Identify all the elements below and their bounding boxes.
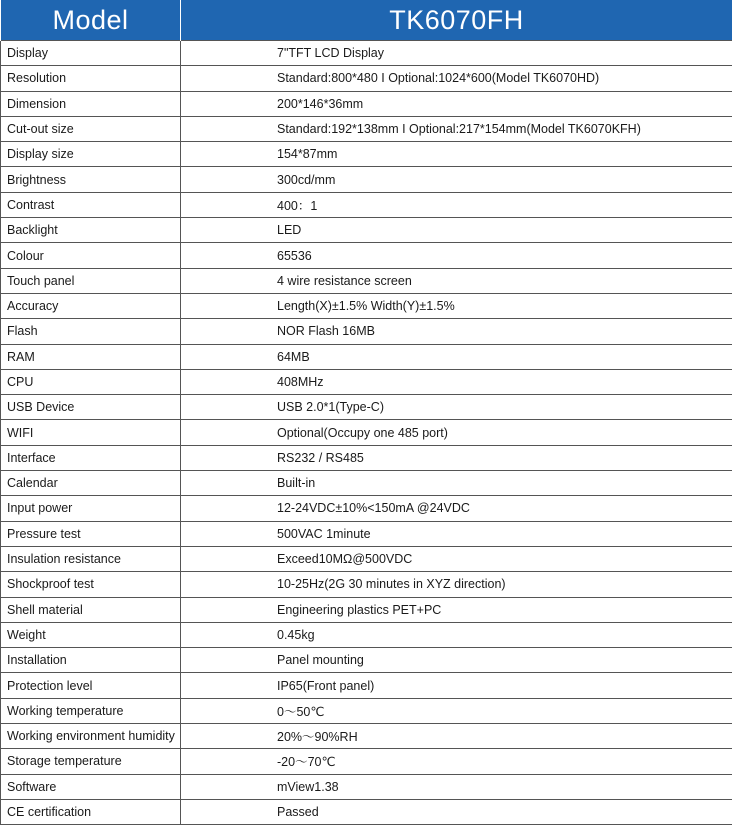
spec-value: Panel mounting: [181, 648, 732, 673]
spec-label: Insulation resistance: [1, 546, 181, 571]
table-row: [1, 268, 732, 293]
table-row: [1, 420, 732, 445]
table-row: [1, 724, 732, 749]
table-row: [1, 41, 732, 66]
spec-value: Standard:192*138mm I Optional:217*154mm(Model TK6070KFH): [181, 116, 732, 141]
spec-label: Shell material: [1, 597, 181, 622]
spec-value: 0.45kg: [181, 622, 732, 647]
table-row: [1, 445, 732, 470]
spec-value: 500VAC 1minute: [181, 521, 732, 546]
spec-label: Display: [1, 41, 181, 66]
spec-label: Contrast: [1, 192, 181, 217]
table-row: [1, 91, 732, 116]
spec-value: Optional(Occupy one 485 port): [181, 420, 732, 445]
spec-label: Shockproof test: [1, 572, 181, 597]
spec-value: 400：1: [181, 192, 732, 217]
table-row: [1, 698, 732, 723]
table-row: [1, 597, 732, 622]
spec-value: IP65(Front panel): [181, 673, 732, 698]
spec-value: Length(X)±1.5% Width(Y)±1.5%: [181, 293, 732, 318]
spec-label: Dimension: [1, 91, 181, 116]
spec-value: RS232 / RS485: [181, 445, 732, 470]
spec-value: NOR Flash 16MB: [181, 319, 732, 344]
spec-value: 12-24VDC±10%<150mA @24VDC: [181, 496, 732, 521]
spec-value: 4 wire resistance screen: [181, 268, 732, 293]
spec-label: Pressure test: [1, 521, 181, 546]
spec-value: Passed: [181, 799, 732, 824]
spec-label: Storage temperature: [1, 749, 181, 774]
spec-value: 7"TFT LCD Display: [181, 41, 732, 66]
spec-body: [1, 41, 732, 825]
spec-value: 300cd/mm: [181, 167, 732, 192]
table-row: [1, 369, 732, 394]
table-row: [1, 799, 732, 824]
header-model-label: Model: [1, 0, 181, 41]
spec-value: USB 2.0*1(Type-C): [181, 395, 732, 420]
table-row: [1, 648, 732, 673]
spec-label: Brightness: [1, 167, 181, 192]
table-row: [1, 774, 732, 799]
table-row: [1, 218, 732, 243]
spec-value: Engineering plastics PET+PC: [181, 597, 732, 622]
spec-value: -20～70℃: [181, 749, 732, 774]
spec-value: Standard:800*480 I Optional:1024*600(Model TK6070HD): [181, 66, 732, 91]
spec-label: WIFI: [1, 420, 181, 445]
spec-value: 20%～90%RH: [181, 724, 732, 749]
spec-value: Exceed10MΩ@500VDC: [181, 546, 732, 571]
spec-label: USB Device: [1, 395, 181, 420]
spec-value: 200*146*36mm: [181, 91, 732, 116]
spec-value: mView1.38: [181, 774, 732, 799]
spec-label: Colour: [1, 243, 181, 268]
spec-label: CPU: [1, 369, 181, 394]
table-row: [1, 622, 732, 647]
spec-label: CE certification: [1, 799, 181, 824]
table-row: [1, 192, 732, 217]
spec-label: RAM: [1, 344, 181, 369]
table-row: [1, 142, 732, 167]
spec-value: 154*87mm: [181, 142, 732, 167]
spec-value: 0～50℃: [181, 698, 732, 723]
table-row: [1, 66, 732, 91]
header-model-name: TK6070FH: [181, 0, 732, 41]
spec-value: LED: [181, 218, 732, 243]
table-row: [1, 116, 732, 141]
table-row: [1, 167, 732, 192]
spec-label: Flash: [1, 319, 181, 344]
spec-value: Built-in: [181, 471, 732, 496]
spec-value: 408MHz: [181, 369, 732, 394]
table-row: [1, 471, 732, 496]
spec-label: Software: [1, 774, 181, 799]
table-row: [1, 243, 732, 268]
table-row: [1, 749, 732, 774]
table-row: [1, 319, 732, 344]
spec-label: Working temperature: [1, 698, 181, 723]
header-row: [1, 0, 732, 41]
spec-label: Resolution: [1, 66, 181, 91]
spec-label: Touch panel: [1, 268, 181, 293]
table-row: [1, 496, 732, 521]
spec-label: Installation: [1, 648, 181, 673]
table-row: [1, 673, 732, 698]
spec-value: 10-25Hz(2G 30 minutes in XYZ direction): [181, 572, 732, 597]
spec-value: 65536: [181, 243, 732, 268]
spec-label: Backlight: [1, 218, 181, 243]
spec-label: Interface: [1, 445, 181, 470]
table-row: [1, 395, 732, 420]
table-row: [1, 521, 732, 546]
spec-label: Working environment humidity: [1, 724, 181, 749]
spec-label: Calendar: [1, 471, 181, 496]
spec-label: Accuracy: [1, 293, 181, 318]
spec-label: Weight: [1, 622, 181, 647]
table-row: [1, 572, 732, 597]
spec-value: 64MB: [181, 344, 732, 369]
spec-label: Display size: [1, 142, 181, 167]
table-row: [1, 344, 732, 369]
table-row: [1, 546, 732, 571]
spec-label: Cut-out size: [1, 116, 181, 141]
spec-label: Protection level: [1, 673, 181, 698]
spec-label: Input power: [1, 496, 181, 521]
table-row: [1, 293, 732, 318]
